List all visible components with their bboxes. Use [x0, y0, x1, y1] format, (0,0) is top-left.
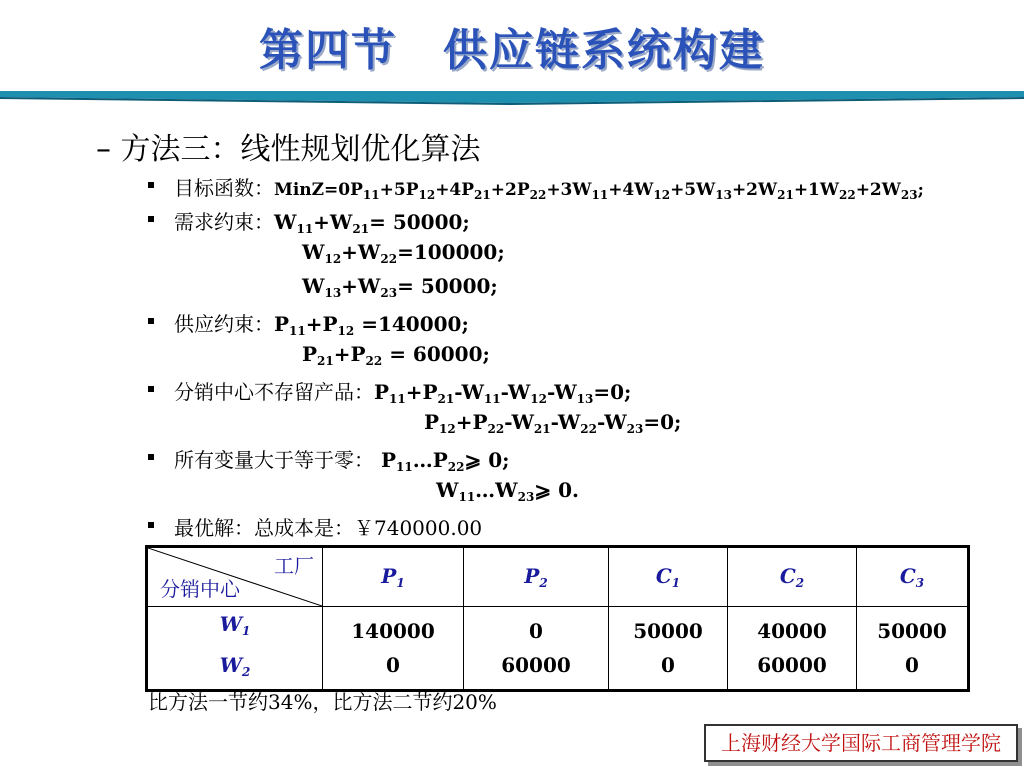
- corner-label-top: 工厂: [274, 554, 314, 578]
- demand-line-2: $W_{12}+W_{22}=100000$;: [302, 240, 505, 266]
- column-header-c3: $C_3$: [857, 547, 969, 607]
- table-row: [147, 607, 969, 691]
- column-header-p2: $P_2$: [464, 547, 609, 607]
- solution-table: [145, 545, 970, 692]
- supply-label: 供应约束：: [174, 312, 274, 336]
- footer-institution-label: 上海财经大学国际工商管理学院: [704, 724, 1018, 762]
- optimum-line: [174, 512, 482, 541]
- row-labels-cell: $W_1$ $W_2$: [147, 607, 323, 691]
- table-header-row: [147, 547, 969, 607]
- optimum-label: 最优解：总成本是：: [174, 516, 354, 540]
- column-header-p1: $P_1$: [323, 547, 464, 607]
- objective-line: [174, 172, 924, 202]
- bullet-icon: [148, 182, 154, 188]
- objective-label: 目标函数：: [174, 176, 274, 200]
- demand-line-3: $W_{13}+W_{23}= 50000$;: [302, 274, 498, 300]
- cell-p1: 140000 0: [323, 607, 464, 691]
- distribution-line-2: $P_{12}+P_{22}-W_{21}-W_{22}-W_{23}=0$;: [424, 410, 682, 436]
- cell-c3: 50000 0: [857, 607, 969, 691]
- bullet-icon: [148, 318, 154, 324]
- objective-expr-prefix: MinZ=: [274, 180, 339, 200]
- bullet-icon: [148, 216, 154, 222]
- nonneg-line-1: 所有变量大于等于零： $P_{11}\dots P_{22}⩾$ 0;: [174, 448, 510, 474]
- slide-title: 第四节 供应链系统构建: [259, 25, 765, 76]
- savings-note: 比方法一节约34%，比方法二节约20%: [148, 690, 497, 714]
- title-divider-bar: [0, 88, 1024, 106]
- cell-c1: 50000 0: [609, 607, 728, 691]
- supply-line-1: 供应约束：$P_{11}+P_{12} =140000$;: [174, 312, 469, 338]
- optimum-value: ￥740000.00: [354, 516, 483, 540]
- objective-expression: $MinZ=0P_{11}+5P_{12}+4P_{21}+2P_{22}+3W_{11}+4W_{12}+5W_{13}+2W_{21}+1W_{22}+2W_{23}$;: [274, 180, 924, 202]
- nonneg-line-2: $W_{11}\dots W_{23}⩾$ 0.: [436, 478, 579, 504]
- distribution-line-1: 分销中心不存留产品：$P_{11}+P_{21}-W_{11}-W_{12}-W_{13}=0$;: [174, 380, 632, 406]
- subhead-text: 方法三：线性规划优化算法: [120, 132, 481, 167]
- supply-line-2: $P_{21}+P_{22} = 60000$;: [302, 342, 490, 368]
- demand-label: 需求约束：: [174, 210, 274, 234]
- demand-line-1: 需求约束：$W_{11}+W_{21}= 50000$;: [174, 210, 470, 236]
- corner-label-bottom: 分销中心: [160, 577, 240, 601]
- table-corner-cell: [147, 547, 323, 607]
- subhead-dash: –: [96, 132, 111, 167]
- nonneg-label: 所有变量大于等于零：: [174, 448, 374, 472]
- bullet-icon: [148, 454, 154, 460]
- section-subheading: [96, 124, 481, 168]
- cell-c2: 40000 60000: [728, 607, 857, 691]
- column-header-c2: $C_2$: [728, 547, 857, 607]
- bullet-icon: [148, 386, 154, 392]
- cell-p2: 0 60000: [464, 607, 609, 691]
- bullet-icon: [148, 522, 154, 528]
- column-header-c1: $C_1$: [609, 547, 728, 607]
- distribution-label: 分销中心不存留产品：: [174, 380, 374, 404]
